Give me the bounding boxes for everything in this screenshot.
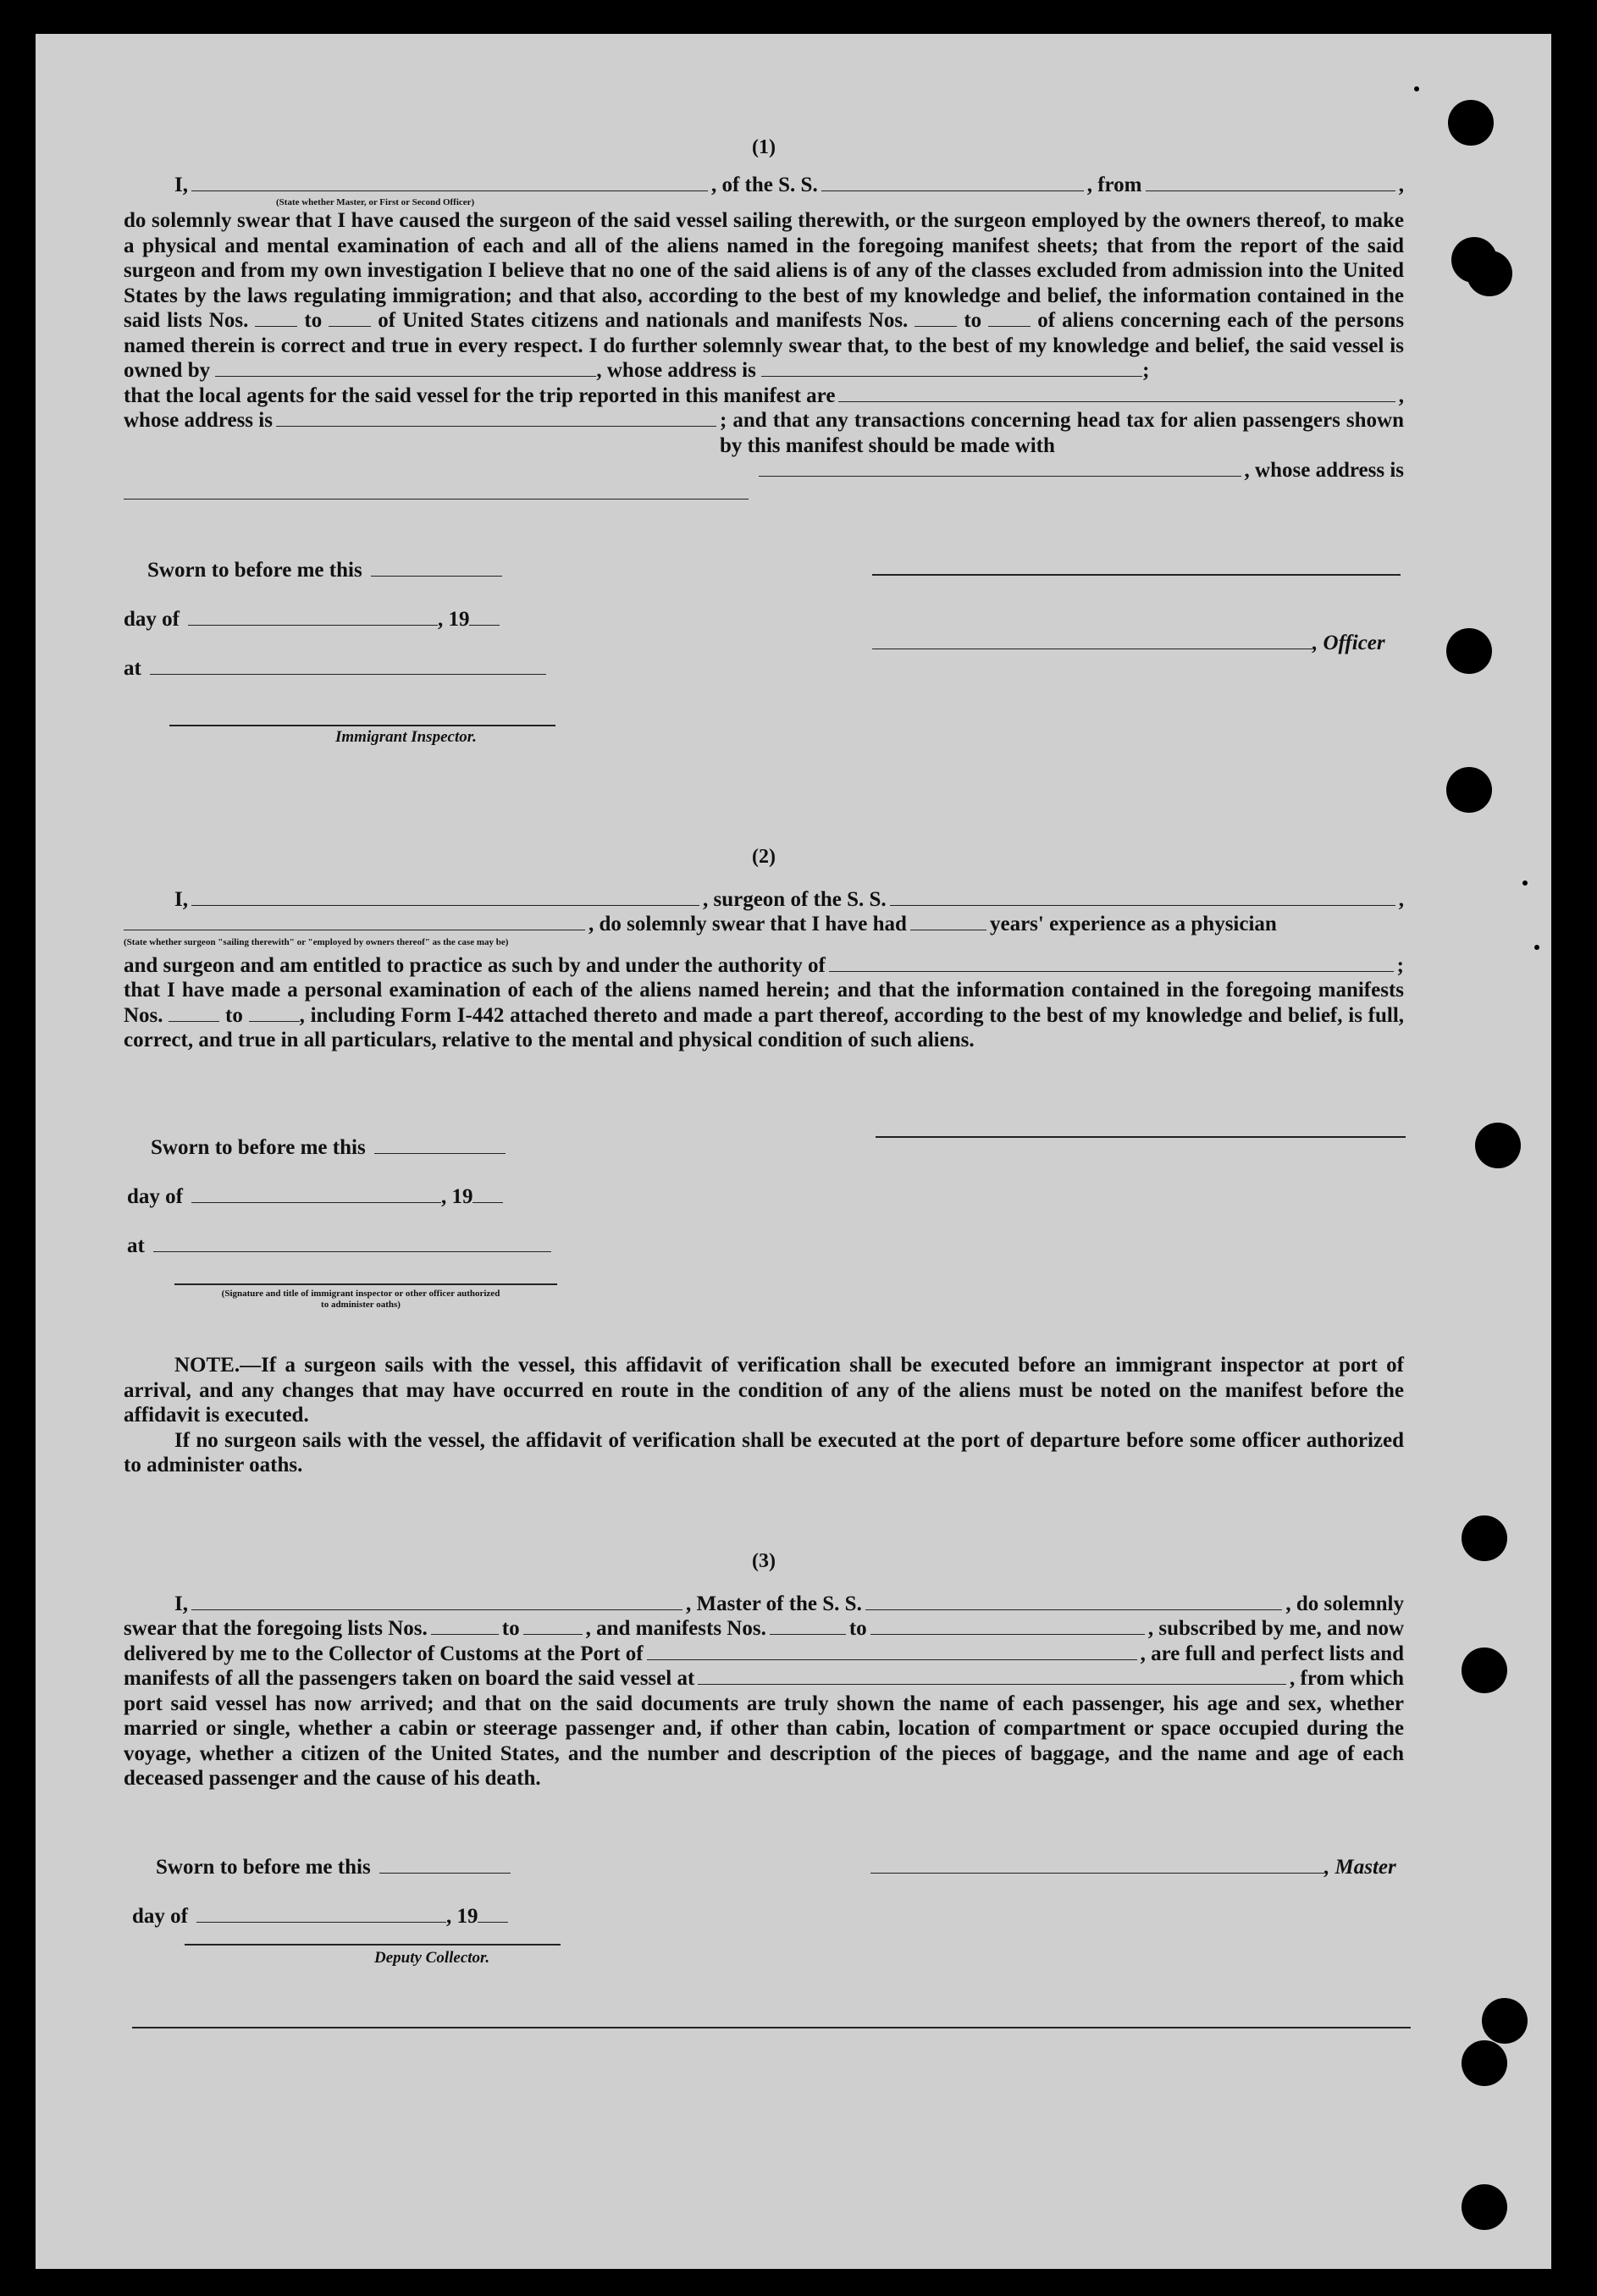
month-line[interactable] [191,1187,441,1203]
year-line[interactable] [469,610,500,626]
speck [1522,880,1528,886]
caption-surgeon: (State whether surgeon "sailing therewith" or "employed by owners thereof" as the case may be) [124,936,509,947]
whose-address-label: , whose address is [596,359,756,382]
master-of-label: , Master of the S. S. [685,1592,862,1615]
delivered-text: delivered by me to the Collector of Customs at the Port of [124,1642,644,1665]
citizens-text: of United States citizens and nationals and manifests Nos. [378,309,909,332]
officer-line [872,632,1385,655]
sworn-label: Sworn to before me this [156,1856,371,1879]
to-label: to [964,309,982,332]
agents-address-line[interactable] [276,411,716,427]
list-to-line[interactable] [329,311,371,327]
punch-hole [1446,767,1492,813]
inspector-signature-line[interactable] [169,725,555,726]
punch-hole [1462,2040,1507,2086]
surgeon-of-label: , surgeon of the S. S. [702,887,887,911]
caption-master: (State whether Master, or First or Second Officer) [276,197,475,207]
day-of-label: day of [124,608,180,631]
to-label: to [225,1003,243,1027]
section-number: (2) [752,846,776,868]
master-oath-text: port said vessel has now arrived; and that on the said documents are truly shown the name of each passenger, his age and sex, whether married or single, whether a cabin or steerage passenger and, if other than cabin, location of compartment or space occupied during the voyage, whether a citizen of the United States, and the number and description of the pieces of baggage, and the name and age of each deceased passenger and the cause of his death. [124,1692,1404,1790]
inspector-caption: Immigrant Inspector. [335,728,477,746]
year-line[interactable] [478,1907,508,1923]
at-place-line[interactable] [150,659,546,675]
manifest-to-line[interactable] [988,311,1031,327]
experience-label: years' experience as a physician [989,913,1277,936]
sworn-date-line[interactable] [379,1857,511,1874]
of-ss-label: , of the S. S. [710,173,818,196]
master-name-line[interactable] [191,175,708,191]
surgeon-signature-line[interactable] [876,1136,1406,1138]
punch-hole [1462,1515,1507,1561]
officer-label: , Officer [1312,632,1385,654]
speck [1414,86,1419,91]
authority-line[interactable] [829,956,1394,972]
list-from-line[interactable] [255,311,297,327]
head-tax-address-line[interactable] [124,483,749,499]
swear-lists-text: swear that the foregoing lists Nos. [124,1617,428,1640]
month-line[interactable] [188,610,438,626]
section-number: (1) [752,136,776,158]
i-label: I, [174,887,188,911]
and-manifests-label: , and manifests Nos. [585,1617,766,1640]
bottom-rule [132,2027,1411,2028]
master-name-line[interactable] [191,1594,682,1610]
master-sign-line [870,1856,1396,1879]
year-line[interactable] [472,1187,503,1203]
whose-address-text: whose address is [124,409,273,432]
whose-address-end: , whose address is [1244,459,1404,482]
at-line-1 [124,657,546,681]
day-of-line-2 [127,1185,503,1209]
solemnly-label: , do solemnly swear that I have had [589,913,907,936]
to-label: to [848,1617,867,1640]
punch-hole [1482,1998,1528,2044]
day-of-label: day of [127,1185,183,1208]
section-2: (2) I, , surgeon of the S. S. , , do solemnly swear that I have had years' experience as a physician (State whether surgeon "sailing therewith" or "employed by owners thereof" as the case may be) and surgeon and am entitled to practice as such by and under the authority of ; that I have made a personal examination of each of the aliens named herein; and that the information contained in the foregoing manifests Nos. to , including Form I-442 attached thereto and made a part thereof, according to the best of my knowledge and belief, is full, correct, and true in all particulars, relative to the mental and physical condition of such aliens. [124,846,1405,1051]
manifest-from-line[interactable] [770,1619,846,1635]
vessel-name-line[interactable] [865,1594,1283,1610]
surgeon-name-line[interactable] [191,890,699,906]
year-label: , 19 [440,1185,473,1208]
departure-port-line[interactable] [698,1669,1286,1685]
section-number: (3) [752,1550,776,1572]
note-text: —If a surgeon sails with the vessel, this affidavit of verification shall be executed before an immigrant inspector at port of arrival, and any changes that may have occurred en route in the condition of any of the aliens must be noted on the manifest before the affidavit is executed. [124,1354,1404,1427]
speck [1534,945,1539,950]
note-label: NOTE. [174,1354,240,1377]
at-line-2 [127,1234,551,1258]
at-label: at [127,1234,145,1257]
vessel-name-line[interactable] [890,890,1395,906]
year-label: , 19 [437,608,470,631]
master-label: , Master [1324,1856,1396,1879]
officer-signature-line-2[interactable] [174,1283,557,1285]
year-label: , 19 [445,1905,478,1928]
i-label: I, [174,1592,188,1615]
sworn-date-line[interactable] [374,1138,506,1154]
examination-text: that I have made a personal examination of each of the aliens named herein; and that the information contained in the foregoing manifests Nos. [124,979,1404,1027]
port-line[interactable] [647,1644,1137,1660]
at-label: at [124,657,141,680]
at-place-line[interactable] [153,1236,551,1252]
master-signature-line[interactable] [872,574,1401,576]
punch-hole [1475,1123,1521,1168]
form-page [36,34,1551,2269]
punch-hole [1467,251,1512,296]
sworn-label: Sworn to before me this [147,559,362,582]
punch-hole [1462,1647,1507,1693]
to-label: to [501,1617,520,1640]
manifest-to-line[interactable] [870,1619,1145,1635]
manifest-to-line[interactable] [249,1006,300,1022]
form-text: , including Form I-442 attached thereto and made a part thereof, according to the best of my knowledge and belief, is full, correct, and true in all particulars, relative to the mental and physical condition of such aliens. [124,1003,1405,1051]
section-3 [124,1549,1404,1791]
aliens-concerning-text: of aliens concerning each of the persons named therein is correct and true in every respect. I do further solemnly swear that, to the best of my knowledge and belief, the said vessel is owned by [124,309,1405,382]
sworn-line-1 [147,559,502,582]
day-of-line-1 [124,608,500,632]
master-signature-line[interactable] [870,1857,1324,1874]
to-label: to [304,309,323,332]
manifest-from-line[interactable] [169,1006,219,1022]
authority-text: and surgeon and am entitled to practice as such by and under the authority of [124,953,826,977]
month-line[interactable] [196,1907,446,1923]
sworn-line-2 [151,1136,506,1160]
do-solemnly-label: , do solemnly [1285,1592,1404,1615]
i-label: I, [174,173,188,196]
deputy-caption: Deputy Collector. [374,1949,490,1967]
head-tax-contact-line[interactable] [759,461,1241,477]
vessel-name-line[interactable] [821,175,1084,191]
caption-signature: (Signature and title of immigrant inspector or other officer authorized to administer oaths) [221,1289,500,1310]
note-text-2: If no surgeon sails with the vessel, the affidavit of verification shall be executed at the port of departure before some officer authorized to administer oaths. [124,1428,1404,1476]
section-1: (1) I, , of the S. S. , from , (State whether Master, or First or Second Officer) do solemnly swear that I have caused the surgeon of the said vessel sailing therewith, or the surgeon employed by the owners thereof, to make a physical and mental examination of each and all of the aliens named in the foregoing manifest sheets; that from the report of the said surgeon and from my own investigation I believe that no one of the said aliens is of any of the classes excluded from admission into the United States by the laws regulating immigration; and that also, according to the best of my knowledge and belief, the information contained in the said lists Nos. to of United States citizens and nationals and manifests Nos. to of aliens concerning each of the persons named therein is correct and true in every respect. I do further solemnly swear that, to the best of my knowledge and belief, the said vessel is owned by , whose address is ; that the local agents for the said vessel for the trip reported in this manifest are , whose address is ; and that any transactions concerning head tax for alien passengers shown by this manifest should be made with , whose address is [124,135,1404,499]
from-port-line[interactable] [1146,175,1395,191]
officer-signature-line[interactable] [872,633,1312,649]
list-to-line[interactable] [523,1619,583,1635]
local-agents-text: that the local agents for the said vessel for the trip reported in this manifest are [124,384,836,407]
sworn-label: Sworn to before me this [151,1136,366,1159]
list-from-line[interactable] [431,1619,499,1635]
oath-body: do solemnly swear that I have caused the surgeon of the said vessel sailing therewith, or the surgeon employed by the owners thereof, to make a physical and mental examination of each and all of the aliens named in the foregoing manifest sheets; that from the report of the said surgeon and from my own investigation I believe that no one of the said aliens is of any of the classes excluded from admission into the United States by the laws regulating immigration; and that also, according to the best of my knowledge and belief, the information contained in the said lists Nos. [124,209,1404,332]
deputy-signature-line[interactable] [185,1944,561,1946]
sworn-date-line[interactable] [371,560,502,577]
owner-address-line[interactable] [761,361,1142,377]
from-which-label: , from which [1290,1667,1404,1690]
surgeon-status-line[interactable] [124,914,585,930]
manifest-from-line[interactable] [915,311,957,327]
punch-hole [1446,628,1492,674]
punch-hole [1462,2184,1507,2230]
full-perfect-label: , are full and perfect lists and [1140,1642,1404,1665]
owner-line[interactable] [215,361,596,377]
from-label: , from [1086,173,1142,196]
agents-line[interactable] [838,386,1395,402]
day-of-line-3 [132,1905,508,1929]
years-line[interactable] [910,914,986,930]
manifests-all-text: manifests of all the passengers taken on board the said vessel at [124,1667,695,1690]
note [124,1353,1404,1478]
punch-hole [1448,100,1494,146]
day-of-label: day of [132,1905,188,1928]
head-tax-text: ; and that any transactions concerning head tax for alien passengers shown by this manifest should be made with [719,409,1404,457]
sworn-line-3 [156,1856,511,1879]
subscribed-label: , subscribed by me, and now [1147,1617,1404,1640]
